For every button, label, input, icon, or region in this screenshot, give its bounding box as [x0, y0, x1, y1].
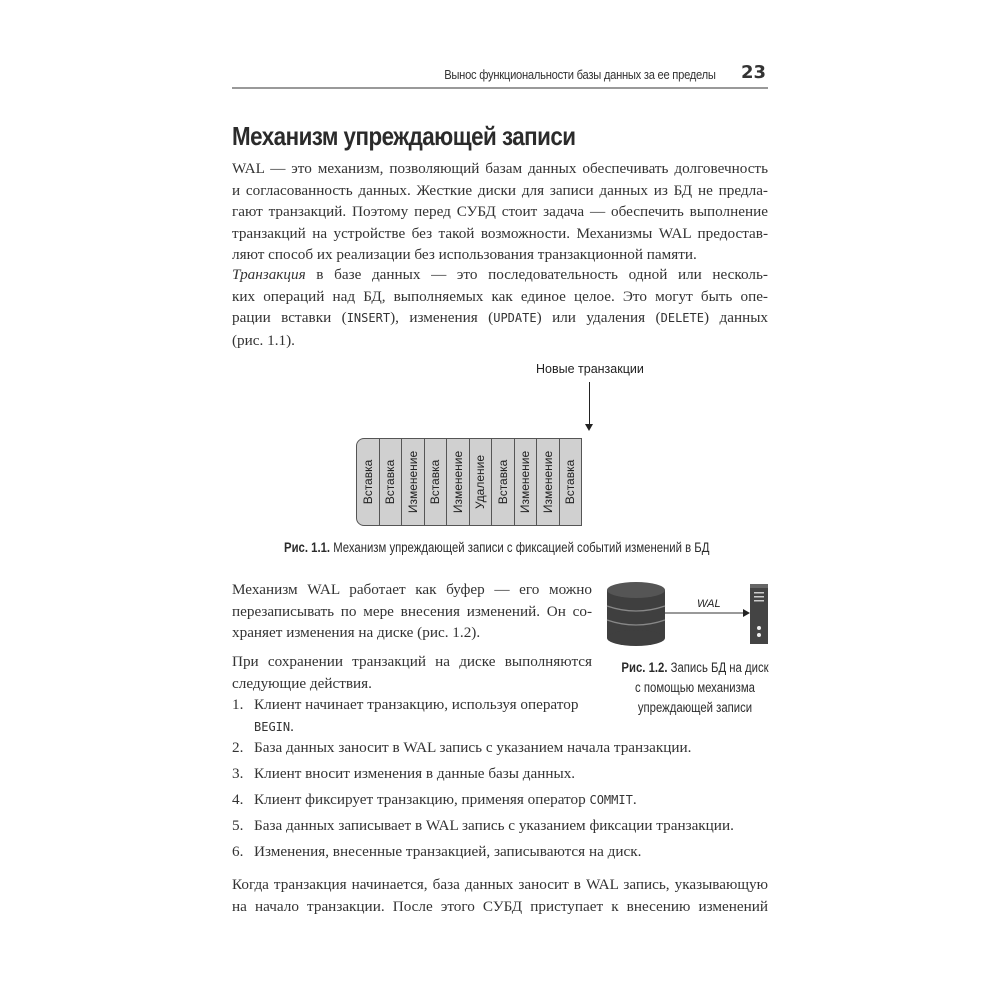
- buffer-cell: [491, 439, 514, 525]
- figure-1-1-wal-buffer: [356, 362, 656, 527]
- cell-label: Изменение: [450, 450, 465, 514]
- text-span: Клиент фиксирует транзакцию, применяя оператор: [254, 791, 590, 808]
- caption-line: с помощью механизма: [635, 680, 755, 695]
- buffer-cell: [469, 439, 492, 525]
- cell-label: Вставка: [495, 459, 510, 505]
- step-number: 3.: [232, 765, 244, 782]
- arrow-down-icon: [589, 382, 590, 426]
- text-span: .: [632, 791, 637, 808]
- text-line: При сохранении транзакций на диске выполняются: [232, 653, 592, 670]
- database-icon: [607, 582, 665, 646]
- step-number: 5.: [232, 817, 244, 834]
- text-line: [232, 264, 768, 286]
- step-number: 1.: [232, 696, 244, 713]
- step-text: [254, 789, 637, 812]
- text-span: ), изменения (: [390, 309, 494, 327]
- header-rule: [232, 87, 768, 89]
- caption-line: упреждающей записи: [637, 700, 753, 715]
- text-line: ляют способ их реализации без использования транзакционной памяти.: [232, 246, 697, 264]
- caption-label: Рис. 1.2.: [621, 660, 668, 675]
- text-span: Клиент начинает транзакцию, используя оператор: [254, 696, 579, 713]
- cell-label: Изменение: [540, 450, 555, 514]
- section-title: Механизм упреждающей записи: [232, 121, 576, 151]
- step-text: Клиент вносит изменения в данные базы данных.: [254, 765, 576, 782]
- text-line: на начало транзакции. После этого СУБД приступает к внесению изменений: [232, 897, 768, 915]
- paragraph-transaction-start: [232, 874, 768, 917]
- text-line: перезаписывать по мере внесения изменений. Он со-: [232, 602, 592, 620]
- paragraph-steps-intro: [232, 651, 592, 694]
- text-span: .: [290, 717, 294, 735]
- buffer-cell: [559, 439, 582, 525]
- page-number: 23: [740, 62, 766, 83]
- cell-label: Вставка: [563, 459, 578, 505]
- step-number: 6.: [232, 843, 244, 860]
- arrow-head-icon: [743, 609, 750, 617]
- caption-label: Рис. 1.1.: [284, 540, 331, 555]
- text-line: (рис. 1.1).: [232, 331, 295, 349]
- figure-1-2-caption: [600, 658, 790, 718]
- wal-buffer: [356, 438, 582, 526]
- paragraph-transaction-definition: [232, 264, 768, 351]
- text-line: и согласованность данных. Жесткие диски для записи данных из БД не предла-: [232, 181, 768, 199]
- figure-1-1-caption: [284, 540, 709, 555]
- step-text: База данных записывает в WAL запись с указанием фиксации транзакции.: [254, 817, 734, 834]
- caption-text: Запись БД на диск: [667, 660, 769, 675]
- cell-label: Вставка: [360, 459, 375, 505]
- arrow-head-icon: [585, 424, 593, 431]
- code-begin: BEGIN: [254, 719, 291, 734]
- text-line: ких операций над БД, выполняемых как единое целое. Это могут быть опе-: [232, 287, 768, 305]
- text-span: ) данных: [703, 309, 768, 327]
- text-line: Механизм WAL работает как буфер — его можно: [232, 581, 592, 598]
- buffer-cell: [379, 439, 402, 525]
- running-head: [232, 62, 768, 88]
- paragraph-wal-buffer: [232, 579, 592, 644]
- caption-text: Механизм упреждающей записи с фиксацией событий изменений в БД: [330, 540, 710, 555]
- buffer-cell: [536, 439, 559, 525]
- step-number: 2.: [232, 739, 244, 756]
- buffer-cell: [357, 439, 379, 525]
- buffer-cell: [446, 439, 469, 525]
- code-delete: DELETE: [660, 311, 704, 326]
- running-head-title: Вынос функциональности базы данных за ее пределы: [444, 67, 716, 82]
- text-span: ) или удаления (: [536, 309, 661, 327]
- buffer-cell: [401, 439, 424, 525]
- code-insert: INSERT: [346, 311, 391, 326]
- text-line: храняет изменения на диске (рис. 1.2).: [232, 624, 481, 642]
- figure-1-2-db-to-disk: [605, 580, 785, 648]
- step-text: [254, 694, 578, 738]
- text-line: Когда транзакция начинается, база данных заносит в WAL запись, указывающую: [232, 876, 768, 893]
- buffer-cell: [424, 439, 447, 525]
- step-number: 4.: [232, 791, 244, 808]
- cell-label: Изменение: [518, 450, 533, 514]
- cell-label: Удаление: [473, 454, 488, 510]
- text-line: транзакций на устройстве без такой возможности. Механизмы WAL предостав-: [232, 224, 768, 242]
- step-text: Изменения, внесенные транзакцией, записываются на диск.: [254, 843, 642, 860]
- text-line: следующие действия.: [232, 674, 372, 692]
- figure-1-2-graphic: [605, 580, 785, 648]
- text-line: WAL — это механизм, позволяющий базам данных обеспечивать долговечность: [232, 160, 768, 177]
- new-transactions-label: Новые транзакции: [536, 362, 644, 376]
- text-line: гают транзакций. Поэтому перед СУБД стоит задача — обеспечить выполнение: [232, 203, 768, 221]
- cell-label: Изменение: [405, 450, 420, 514]
- cell-label: Вставка: [428, 459, 443, 505]
- term-transaction: Транзакция: [232, 266, 306, 283]
- step-text: База данных заносит в WAL запись с указанием начала транзакции.: [254, 739, 692, 756]
- caption-line: [615, 658, 775, 678]
- server-tower-icon: [750, 584, 768, 644]
- paragraph-wal-intro: [232, 158, 768, 266]
- code-commit: COMMIT: [589, 793, 633, 807]
- buffer-cell: [514, 439, 537, 525]
- code-update: UPDATE: [493, 311, 537, 326]
- text-line: [232, 307, 768, 330]
- wal-arrow-label: WAL: [697, 598, 721, 610]
- text-span: в базе данных — это последовательность одной или несколь-: [305, 266, 768, 283]
- text-span: рации вставки (: [232, 309, 347, 327]
- cell-label: Вставка: [383, 459, 398, 505]
